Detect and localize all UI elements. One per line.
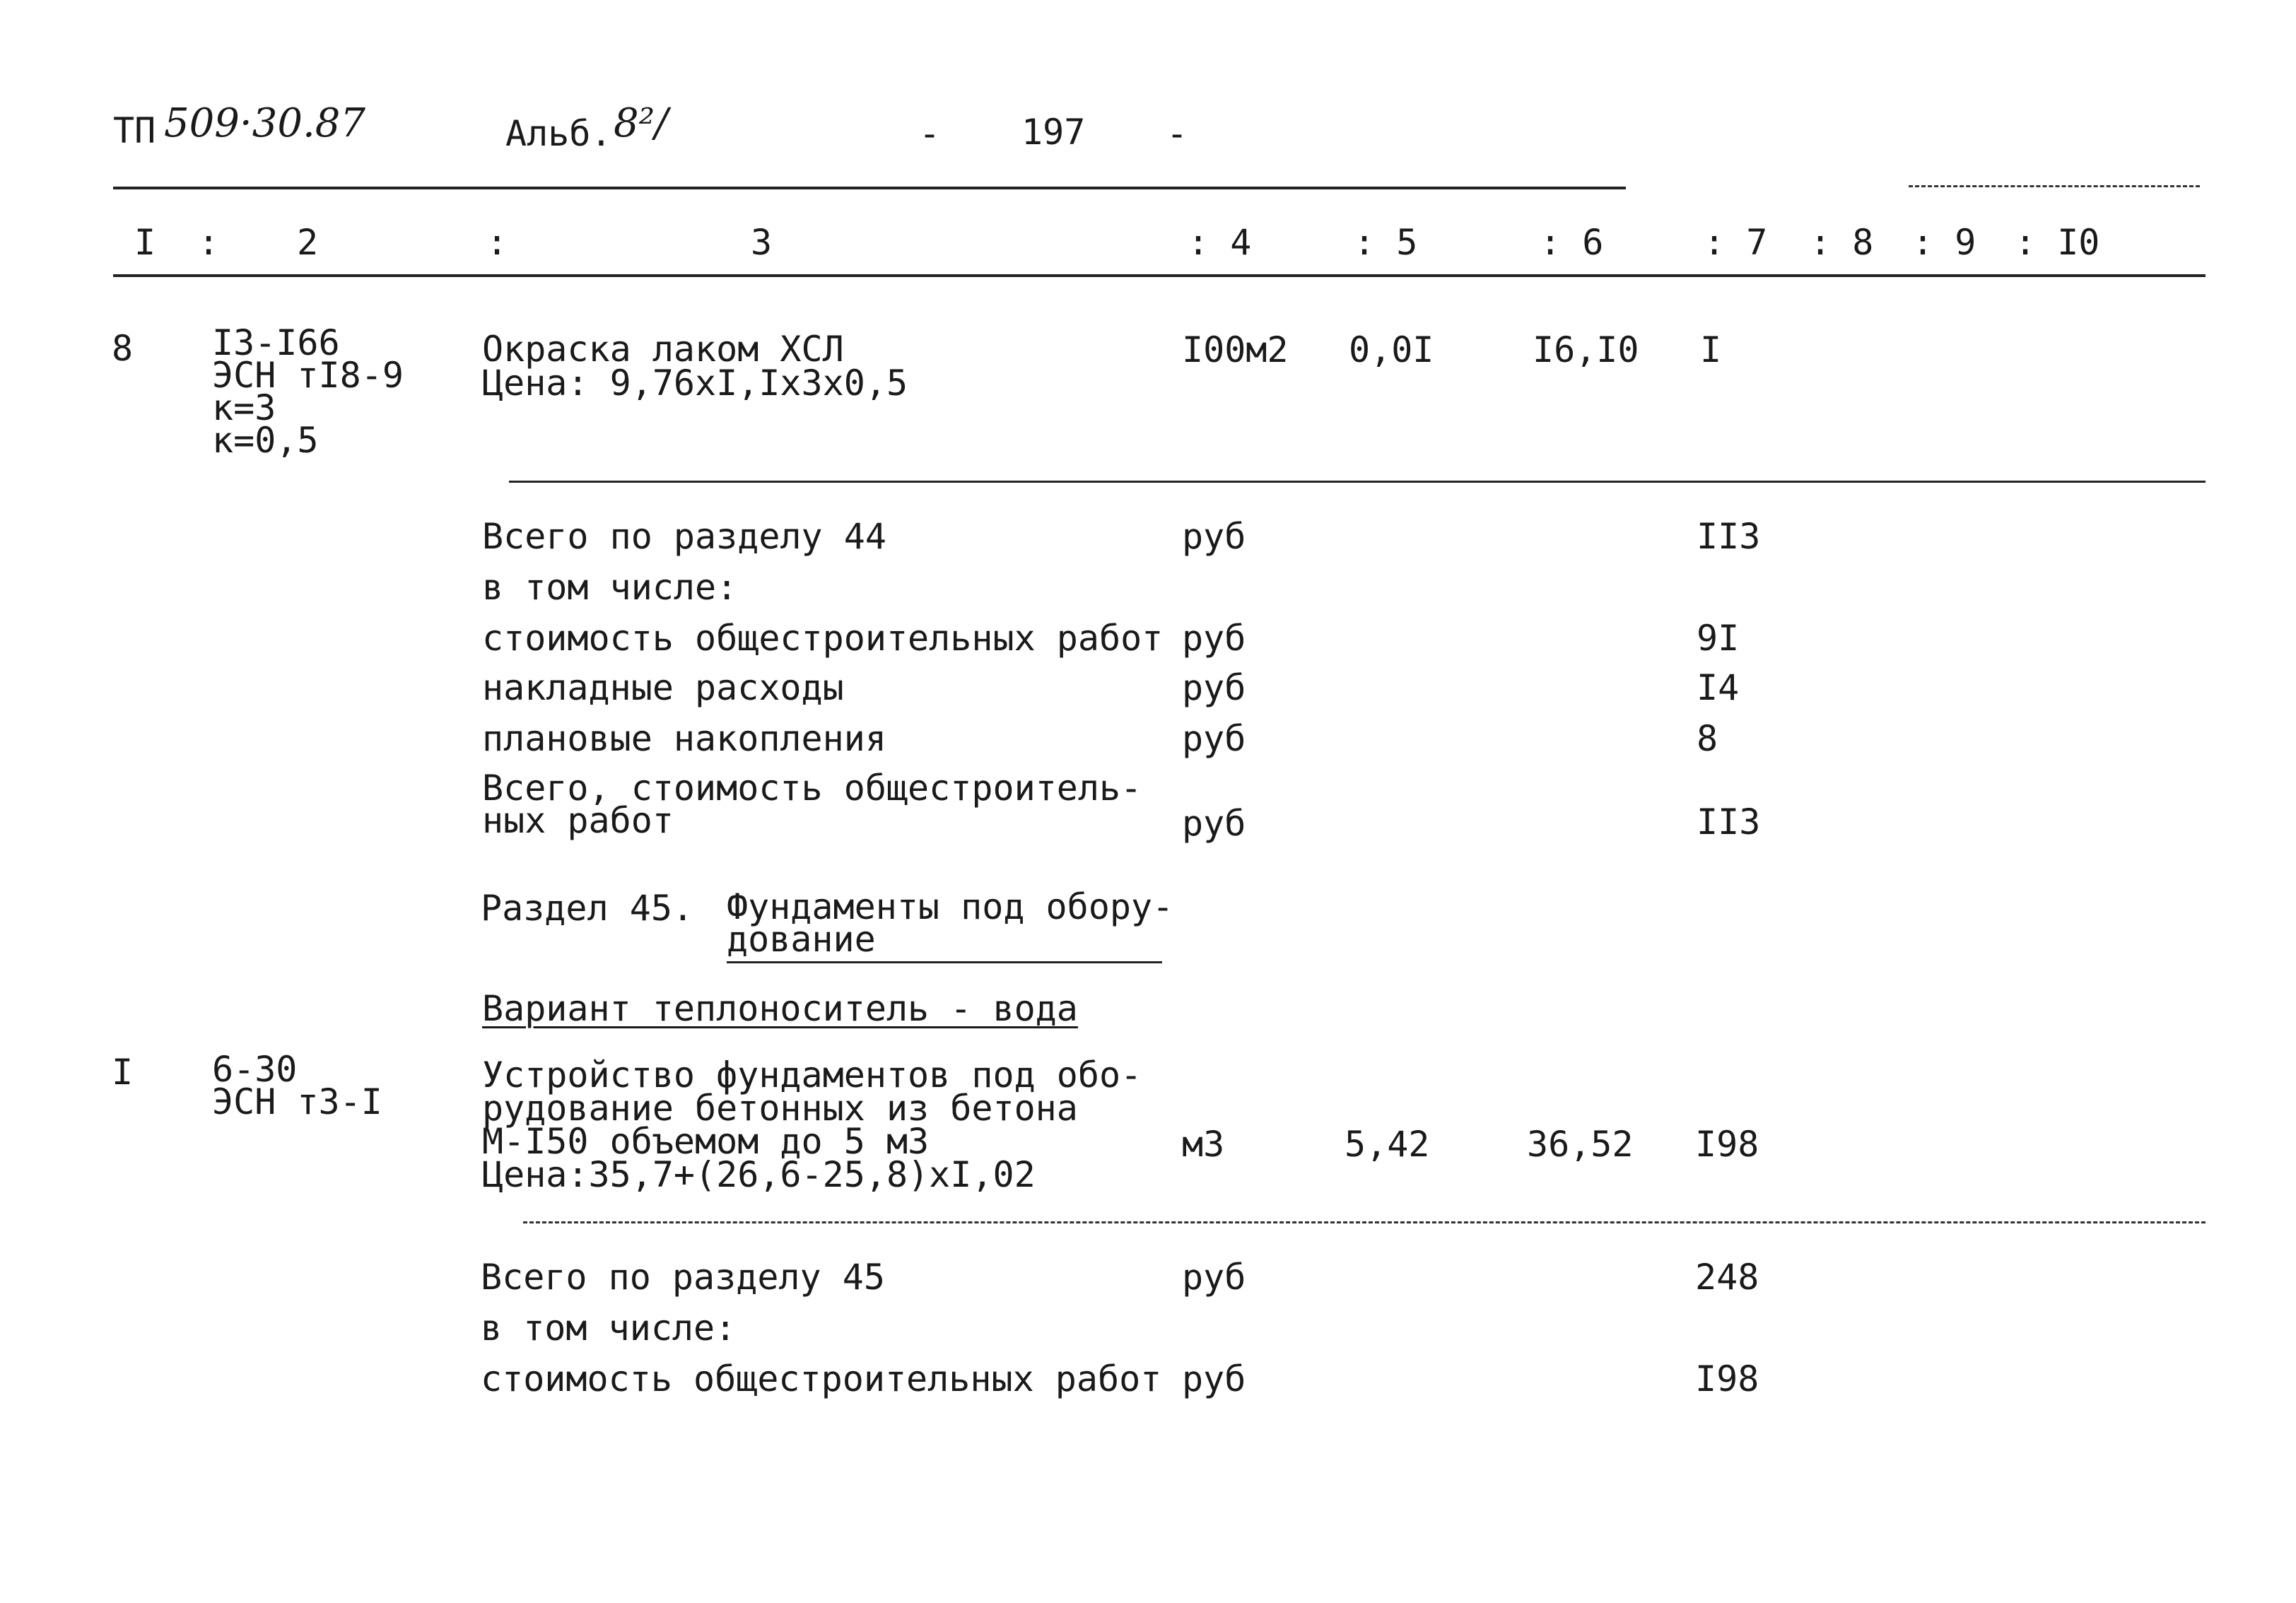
row8-code-line: ЭСН тI8-9 <box>212 355 404 396</box>
row1-desc-line: рудование бетонных из бетона <box>482 1088 1078 1129</box>
section44-planned-label: плановые накопления <box>482 718 886 759</box>
col-1-label: I <box>134 222 156 263</box>
header-rule-top-left <box>113 187 1626 189</box>
section45-title-underline <box>727 961 1162 963</box>
col-5-label: : 5 <box>1354 222 1418 263</box>
row1-description <box>482 1055 1142 1195</box>
section45-title-line2: дование <box>727 919 876 960</box>
section44-construction-label: стоимость общестроительных работ <box>482 618 1164 659</box>
col-8-label: : 8 <box>1810 222 1874 263</box>
row1-code-line: 6-30 <box>212 1049 298 1090</box>
section44-total-value: II3 <box>1697 516 1761 557</box>
row1-total: I98 <box>1695 1124 1759 1165</box>
section45-label: Раздел 45. <box>481 888 694 929</box>
col-sep-1: : <box>198 222 220 263</box>
row1-unit: м3 <box>1182 1124 1225 1165</box>
col-4-label: : 4 <box>1188 222 1252 263</box>
row8-unit: I00м2 <box>1182 329 1289 370</box>
album-label: Альб. <box>505 113 612 154</box>
row8-code-line: I3-I66 <box>212 322 340 363</box>
section45-construction-label: стоимость общестроительных работ <box>481 1358 1162 1399</box>
section44-planned-unit: руб <box>1182 718 1246 759</box>
section45-total-unit: руб <box>1182 1257 1246 1298</box>
header-rule-bottom <box>113 274 2206 277</box>
section44-grand-total-line1: Всего, стоимость общестроитель- <box>482 768 1142 809</box>
col-7-label: : 7 <box>1704 222 1768 263</box>
col-2-label: 2 <box>297 222 319 263</box>
col-3-label: 3 <box>751 222 773 263</box>
section44-including-label: в том числе: <box>482 567 738 608</box>
row8-desc-line: Цена: 9,76хI,Iх3х0,5 <box>482 363 908 404</box>
col-sep-2: : <box>486 222 508 263</box>
section44-planned-value: 8 <box>1697 718 1718 759</box>
section45-total-label: Всего по разделу 45 <box>481 1257 885 1298</box>
row1-number: I <box>112 1052 134 1093</box>
variant-heading: Вариант теплоноситель - вода <box>482 988 1078 1029</box>
section45-title-line1: Фундаменты под обору- <box>727 886 1174 927</box>
section45-construction-unit: руб <box>1182 1358 1246 1399</box>
row8-rule <box>509 481 2206 483</box>
section44-construction-unit: руб <box>1182 618 1246 659</box>
doc-code-printed: ТП <box>113 110 156 151</box>
row8-number: 8 <box>112 328 134 369</box>
row8-desc-line: Окраска лаком ХСЛ <box>482 329 844 370</box>
row8-code <box>212 322 404 461</box>
row1-desc-line: М-I50 объемом до 5 м3 <box>482 1121 930 1162</box>
row1-rule <box>523 1221 2206 1223</box>
section45-construction-value: I98 <box>1695 1358 1759 1399</box>
row1-desc-line: Устройство фундаментов под обо- <box>482 1055 1142 1096</box>
section44-total-label: Всего по разделу 44 <box>482 516 886 557</box>
page-number: 197 <box>1021 112 1086 153</box>
section44-overhead-unit: руб <box>1182 667 1246 708</box>
section44-overhead-value: I4 <box>1697 667 1740 708</box>
col-9-label: : 9 <box>1912 222 1976 263</box>
section45-including-label: в том числе: <box>481 1308 737 1349</box>
album-number-handwritten: 8²/ <box>614 100 668 146</box>
row8-total: I <box>1700 329 1722 370</box>
header-rule-top-right <box>1909 185 2200 187</box>
header-dash-left: - <box>919 113 941 154</box>
row1-unit-price: 36,52 <box>1527 1124 1634 1165</box>
row8-unit-price: I6,I0 <box>1533 329 1639 370</box>
row1-code <box>212 1049 382 1122</box>
section44-construction-value: 9I <box>1697 618 1740 659</box>
row8-code-line: к=0,5 <box>212 420 319 461</box>
section44-grand-total-value: II3 <box>1697 802 1761 842</box>
header-dash-right: - <box>1166 113 1188 154</box>
col-10-label: : I0 <box>2015 222 2100 263</box>
col-6-label: : 6 <box>1540 222 1604 263</box>
section44-total-unit: руб <box>1182 516 1246 557</box>
section44-grand-total-unit: руб <box>1182 803 1246 844</box>
row8-description <box>482 329 908 404</box>
doc-code-handwritten: 509·30.87 <box>164 100 366 146</box>
section45-total-value: 248 <box>1695 1257 1759 1298</box>
section44-overhead-label: накладные расходы <box>482 667 844 708</box>
row8-quantity: 0,0I <box>1349 329 1434 370</box>
row1-desc-line: Цена:35,7+(26,6-25,8)хI,02 <box>482 1154 1036 1195</box>
row1-code-line: ЭСН т3-I <box>212 1081 382 1122</box>
row8-code-line: к=3 <box>212 387 276 428</box>
row1-quantity: 5,42 <box>1345 1124 1430 1165</box>
section44-grand-total-line2: ных работ <box>482 800 674 841</box>
